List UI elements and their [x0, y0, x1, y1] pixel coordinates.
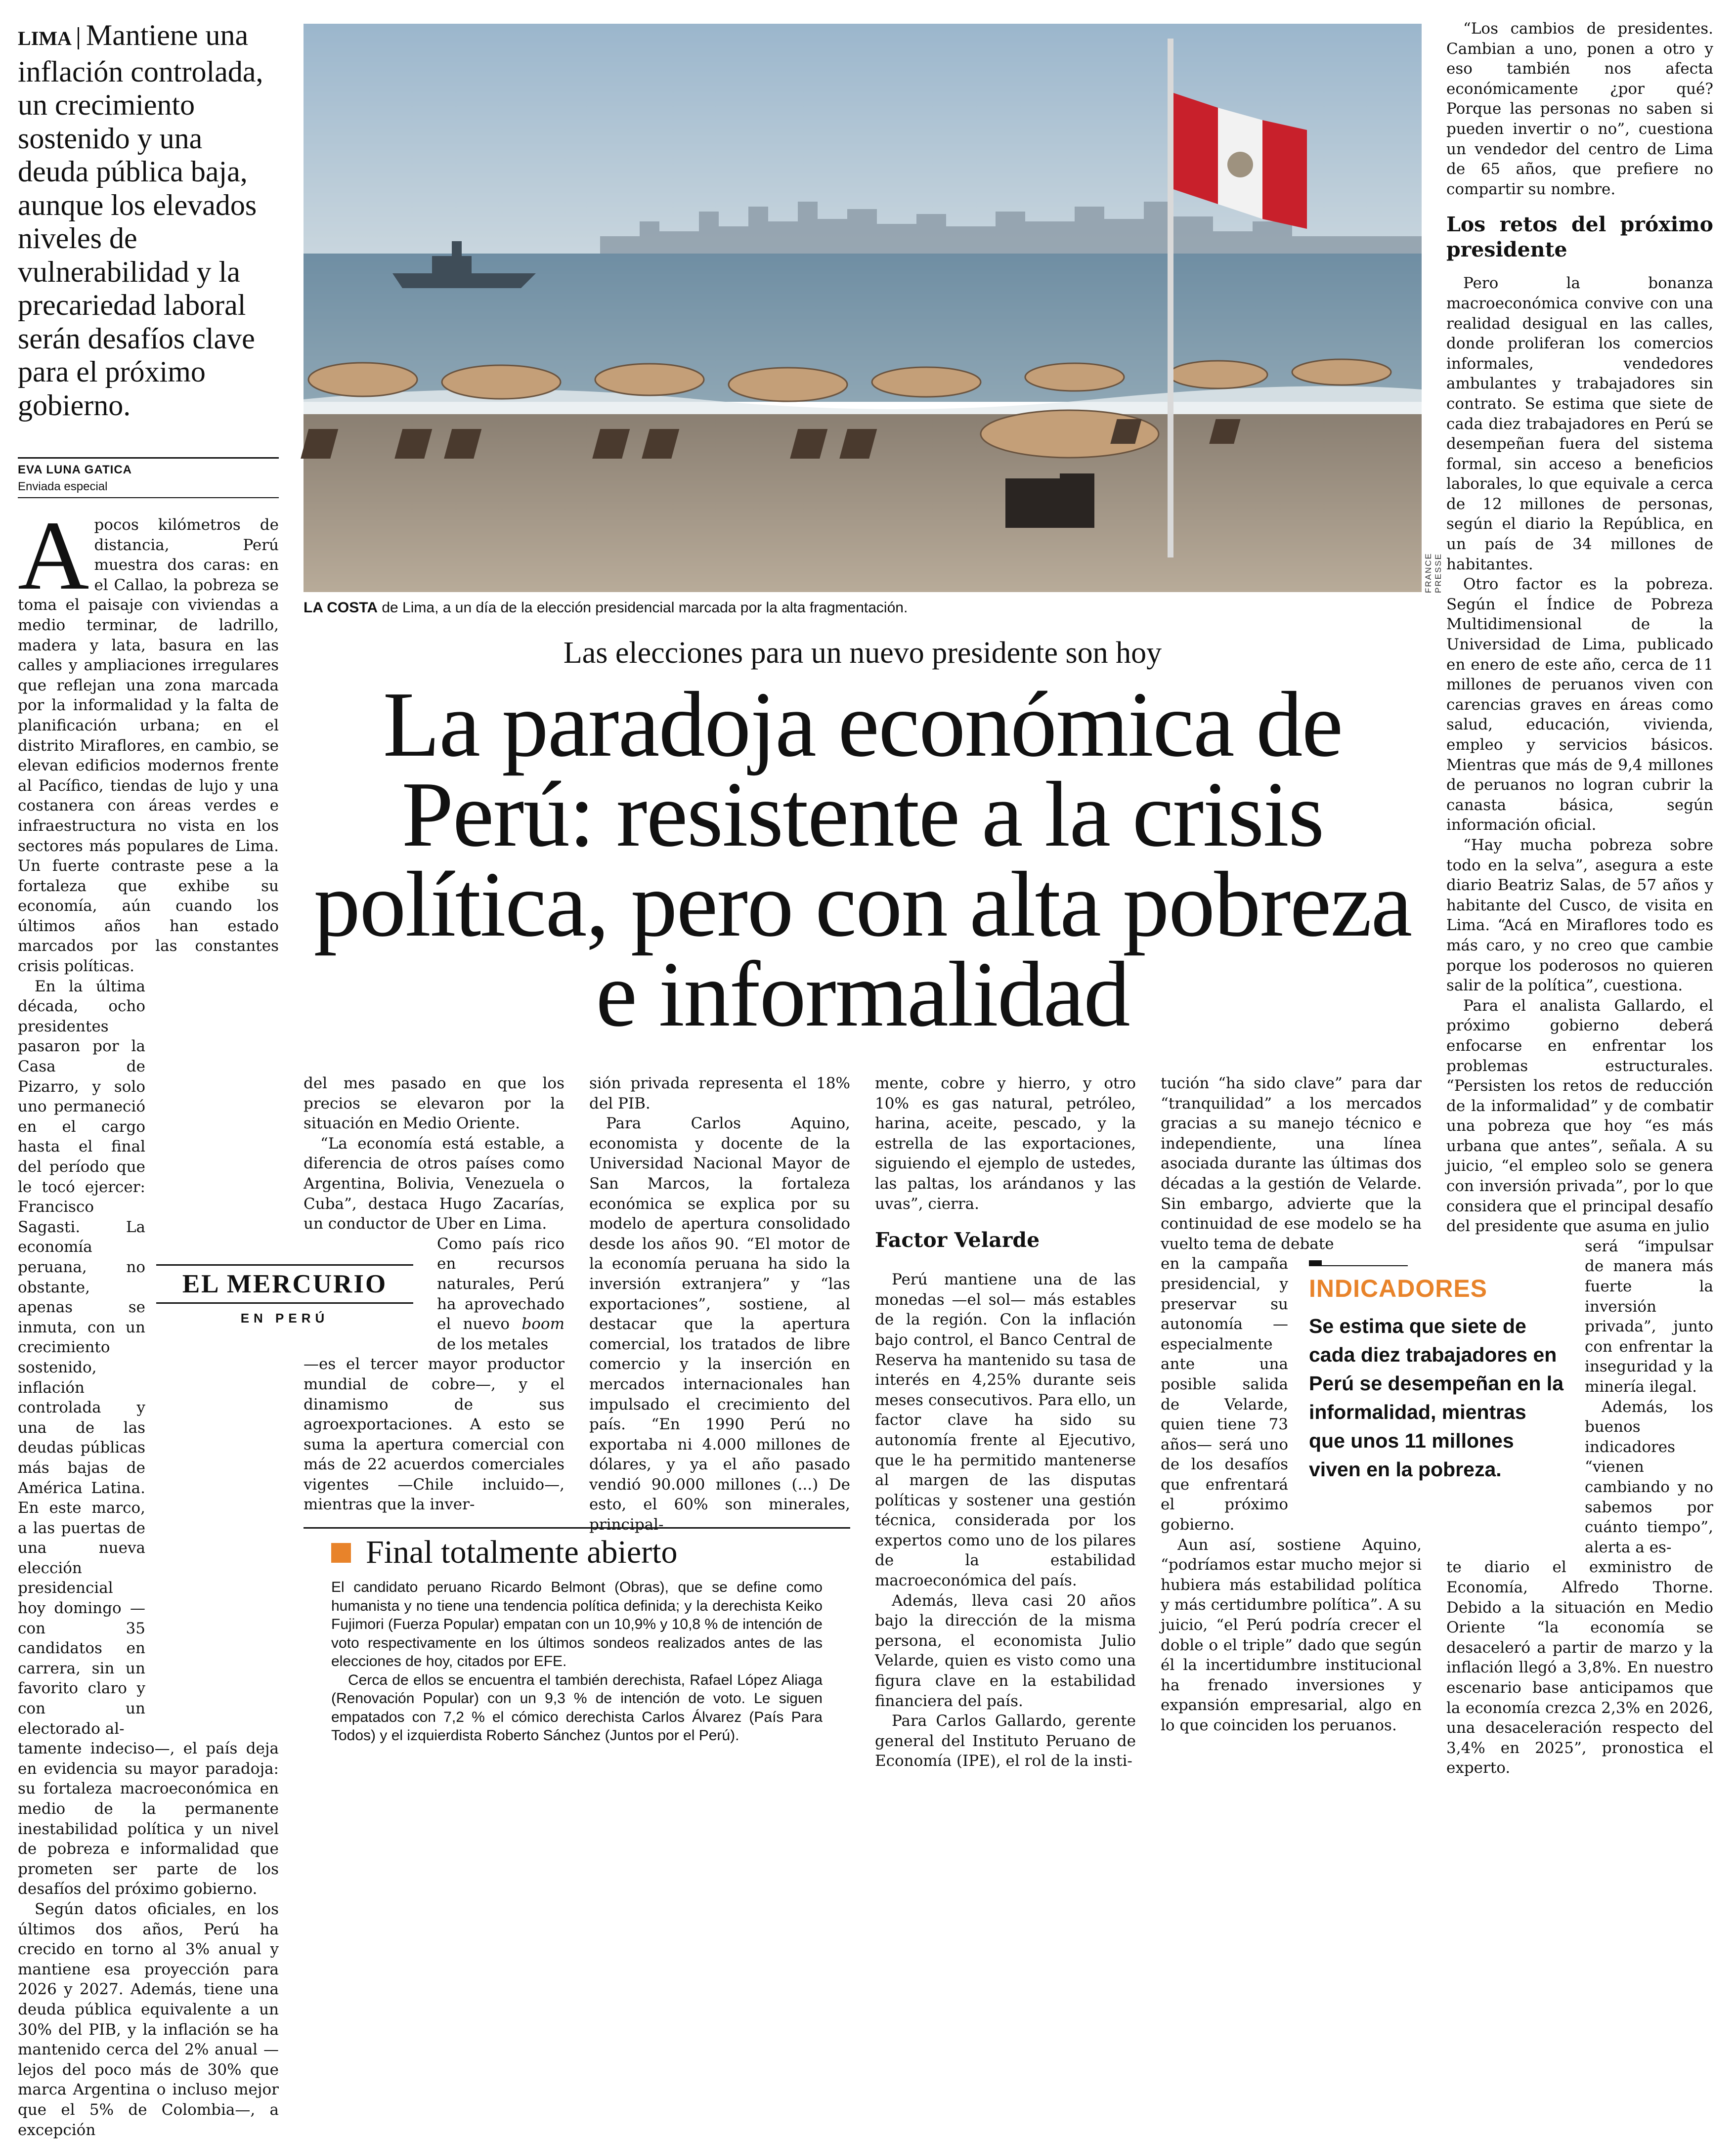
col6-p5a: Para el analista Gallardo, el próximo gobierno deberá enfocarse en enfrentar los problemas estructurales. “Persisten los retos de reducción de la informalidad” y de combatir una pobreza que hoy “es más urbana que antes”, señala. A su juicio, “el empleo solo se genera con inversión privada”, por lo que considera que el principal desafío del presidente que asuma en julio — [1446, 996, 1713, 1236]
box-p2: Cerca de ellos se encuentra el también derechista, Rafael López Aliaga (Renovación Popular) con un 9,3 % de intención de voto. Le siguen empatados con 7,2 % el cómico derechista Carlos Álvarez (País Para Todos) y el izquierdista Roberto Sánchez (Juntos por el Perú). — [331, 1671, 823, 1744]
indicadores-title: INDICADORES — [1309, 1275, 1488, 1302]
col6-p4: “Hay mucha pobreza sobre todo en la selva”, asegura a este diario Beatriz Salas, de 57 años y habitante del Cusco, de visita en Lima. “Acá en Miraflores todo es más caro, y no creo que cambie porque los poderosos no quieren salir de la política”, cuestiona. — [1446, 836, 1713, 995]
indicadores-marker — [1309, 1260, 1322, 1266]
box-body — [304, 1571, 850, 1745]
el-mercurio-logo — [156, 1264, 413, 1326]
col2-p3c: —es el tercer mayor productor mundial de cobre—, y el dinamismo de sus agroexportaciones. A esto se suma la apertura comercial con más de 22 acuerdos comerciales vigentes —Chile incluido—, mientras que la inver- — [304, 1355, 564, 1514]
col2-p3 — [437, 1234, 564, 1355]
col4-p2: Perú mantiene una de las monedas —el sol— más estables de la región. Con la inflación bajo control, el Banco Central de Reserva ha mantenido su tasa de interés en 4,25% durante seis meses consecutivos. Para ello, un factor clave ha sido su autonomía frente al Ejecutivo, que le ha permitido mantenerse al margen de las disputas políticas y sostener una gestión técnica, considerada por los expertos como uno de los pilares de la estabilidad macroeconómica del país. — [875, 1271, 1136, 1590]
final-abierto-box — [304, 1527, 850, 1745]
lede-block — [18, 19, 280, 422]
headline-line-3: política, pero con alta pobreza — [313, 853, 1412, 956]
headline-line-2: Perú: resistente a la crisis — [401, 763, 1324, 866]
logo-name: EL MERCURIO — [156, 1264, 413, 1304]
box-p1: El candidato peruano Ricardo Belmont (Obras), que se define como humanista y no tiene una tendencia política definida; y la derechista Keiko Fujimori (Fuerza Popular) empatan con un 10,9% y 10,8 % de intención de voto respectivamente en los últimos sondeos realizados antes de las elecciones de hoy, citados por EFE. — [331, 1579, 823, 1669]
byline-name: EVA LUNA GATICA — [18, 463, 132, 476]
col2-p2: “La economía está estable, a diferencia de otros países como Argentina, Bolivia, Venezuela o Cuba”, destaca Hugo Zacarías, un conductor de Uber en Lima. — [304, 1134, 564, 1233]
column-4 — [875, 1073, 1136, 1770]
col6-subhead: Los retos del próximo presidente — [1446, 213, 1713, 262]
byline-role: Enviada especial — [18, 480, 108, 493]
dropcap: A — [18, 501, 89, 610]
col6-p2: Pero la bonanza macroeconómica convive con una realidad desigual en las calles, donde proliferan los comercios informales, vendedores ambulantes y trabajadores sin contrato. Se estima que siete de cada diez trabajadores en Perú se desempeñan fuera del sistema formal, sin acceso a beneficios laborales, lo que equivale a cerca de 12 millones de personas, según el diario la República, en un país de 34 millones de habitantes. — [1446, 274, 1713, 573]
photo-caption — [304, 599, 1422, 616]
photo-credit: FRANCE PRESSE — [1424, 553, 1443, 593]
column-6 — [1446, 19, 1713, 1777]
col6-p6a: Además, los buenos indicadores “vienen cambiando y no sabemos por cuánto tiempo”, alerta a es- — [1585, 1398, 1713, 1556]
column-3 — [589, 1073, 850, 1534]
col2-p3-end: de los metales — [437, 1335, 549, 1353]
col6-p1: “Los cambios de presidentes. Cambian a uno, ponen a otro y eso también nos afecta económicamente ¿por qué? Porque las personas no saben si pueden invertir o no”, cuestiona un vendedor del centro de Lima de 65 años, que prefiere no compartir su nombre. — [1446, 20, 1713, 198]
indicadores-rule — [1309, 1265, 1408, 1266]
col1-p2a: En la última década, ocho presidentes pasaron por la Casa de Pizarro, y solo uno permaneció en el cargo hasta el final del período que le tocó ejercer: Francisco Sagasti. La economía peruana, no obstante, apenas se inmuta, con un crecimiento sostenido, inflación controlada y una de las deudas públicas más bajas de América Latina. En este marco, a las puertas de una nueva elección presidencial hoy domingo —con 35 candidatos en carrera, sin un favorito claro y con un electorado al- — [18, 977, 145, 1738]
col4-p4: Para Carlos Gallardo, gerente general del Instituto Peruano de Economía (IPE), el rol de la insti- — [875, 1712, 1136, 1770]
headline — [277, 673, 1448, 1046]
col3-p2: Para Carlos Aquino, economista y docente de la Universidad Nacional Mayor de San Marcos, la fortaleza económica se explica por su modelo de apertura consolidado desde los años 90. “El motor de la economía peruana ha sido la inversión extranjera” y “las exportaciones”, sostiene, al destacar que la apertura comercial, los tratados de libre comercio y la inserción en mercados internacionales han impulsado el crecimiento del país. “En 1990 Perú no exportaba ni 4.000 millones de dólares, y ya el año pasado vendió 90.000 millones (...) De esto, el 60% son minerales, principal- — [589, 1114, 850, 1534]
col5-p1b: en la campaña presidencial, y preservar su autonomía —especialmente ante una posible salida de Velarde, quien tiene 73 años— será uno de los desafíos que enfrentará el próximo gobierno. — [1161, 1255, 1288, 1534]
dateline: LIMA — [18, 27, 79, 49]
col2-p3-text: Como país rico en recursos naturales, Perú ha aprovechado el nuevo — [437, 1235, 564, 1333]
col2-p1: del mes pasado en que los precios se elevaron por la situación en Medio Oriente. — [304, 1074, 564, 1133]
byline-rule-bottom — [18, 497, 279, 498]
logo-sub: EN PERÚ — [240, 1311, 329, 1326]
headline-kicker: Las elecciones para un nuevo presidente son hoy — [563, 636, 1162, 670]
lede — [18, 19, 280, 422]
col4-p3: Además, lleva casi 20 años bajo la dirección de la misma persona, el economista Julio Velarde, quien es visto como una figura clave en la estabilidad financiera del país. — [875, 1591, 1136, 1710]
beach-scene-image — [304, 24, 1422, 592]
col6-p6b: te diario el exministro de Economía, Alfredo Thorne. Debido a la situación en Medio Oriente “la economía se desaceleró a partir de marzo y la inflación llegó a 3,8%. En nuestro escenario base anticipamos que la economía crezca 2,3% en 2026, una desaceleración respecto del 3,4% en 2025”, pronostica el experto. — [1446, 1558, 1713, 1777]
byline-rule-top — [18, 457, 279, 459]
headline-line-4: e informalidad — [596, 942, 1129, 1046]
col6-p3: Otro factor es la pobreza. Según el Índice de Pobreza Multidimensional de la Universidad de Lima, publicado en enero de este año, cerca de 11 millones de peruanos viven con carencias graves en áreas como salud, educación, vivienda, empleo y servicios básicos. Mientras que más de 9,4 millones de peruanos no logran cubrir la canasta básica, según información oficial. — [1446, 575, 1713, 834]
caption-text: de Lima, a un día de la elección presidencial marcada por la alta fragmentación. — [378, 599, 908, 616]
col1-p1: pocos kilómetros de distancia, Perú muestra dos caras: en el Callao, la pobreza se toma el paisaje con viviendas a medio terminar, de ladrillo, madera y lata, basura en las calles y ampliaciones irregulares que reflejan una zona marcada por la informalidad y la falta de planificación urbana; en el distrito Miraflores, en cambio, se elevan edificios modernos frente al Pacífico, tiendas de lujo y una costanera con áreas verdes e infraestructura no vista en los sectores más populares de Lima. Un fuerte contraste pese a la fortaleza que exhibe su economía, aún cuando los últimos años han estado marcados por las constantes crisis políticas. — [18, 516, 279, 976]
col1-p2b: tamente indeciso—, el país deja en evidencia su mayor paradoja: su fortaleza macroeconómica en medio de la permanente inestabilidad política y un nivel de pobreza e informalidad que prometen ser parte de los desafíos del próximo gobierno. — [18, 1740, 279, 1898]
col4-subhead: Factor Velarde — [875, 1228, 1040, 1252]
column-1 — [18, 501, 279, 2139]
col3-p1: sión privada representa el 18% del PIB. — [589, 1074, 850, 1113]
col1-p3: Según datos oficiales, en los últimos dos años, Perú ha crecido en torno al 3% anual y mantiene esa proyección para 2026 y 2027. Además, tiene una deuda pública equivalente a un 30% del PIB, y la inflación se ha mantenido cerca del 2% anual —lejos del poco más de 30% que marca Argentina o incluso mejor que el 5% de Colombia—, a excepción — [18, 1900, 279, 2139]
lede-text: Mantiene una inflación controlada, un crecimiento sostenido y una deuda pública baja, aunque los elevados niveles de vulnerabilidad y la precariedad laboral serán desafíos clave para el próximo gobierno. — [18, 19, 263, 422]
indicadores-text: Se estima que siete de cada diez trabajadores en Perú se desempeñan en la informalidad, mientras que unos 11 millones viven en la pobreza. — [1309, 1315, 1564, 1481]
caption-lead: LA COSTA — [304, 599, 378, 616]
byline — [18, 463, 279, 494]
box-title — [304, 1534, 850, 1571]
flag-pole — [1168, 39, 1173, 557]
beach-photo — [304, 24, 1422, 592]
col2-p3-emphasis: boom — [521, 1315, 564, 1333]
headline-line-1: La paradoja económica de — [383, 673, 1343, 776]
col4-p1: mente, cobre y hierro, y otro 10% es gas natural, petróleo, harina, aceite, pescado, y la estrella de las exportaciones, siguiendo el ejemplo de ustedes, las paltas, los arándanos y las uvas”, cierra. — [875, 1074, 1136, 1213]
col5-p1a: tución “ha sido clave” para dar “tranquilidad” a los mercados gracias a su manejo técnico e independiente, una línea asociada durante las últimas dos décadas a la gestión de Velarde. Sin embargo, advierte que la continuidad de ese modelo se ha vuelto tema de debate — [1161, 1074, 1422, 1253]
orange-square-icon — [331, 1543, 351, 1563]
box-title-text: Final totalmente abierto — [366, 1534, 678, 1570]
col6-p5b: será “impulsar de manera más fuerte la inversión privada”, junto con enfrentar la inseguridad y la minería ilegal. — [1585, 1237, 1713, 1396]
col5-p2: Aun así, sostiene Aquino, “podríamos estar mucho mejor si hubiera más estabilidad política y más certidumbre política”. A su juicio, “el Perú podría crecer el doble o el triple” dado que según él la incertidumbre institucional ha frenado inversiones y expansión empresarial, algo en lo que coinciden los peruanos. — [1161, 1536, 1422, 1734]
